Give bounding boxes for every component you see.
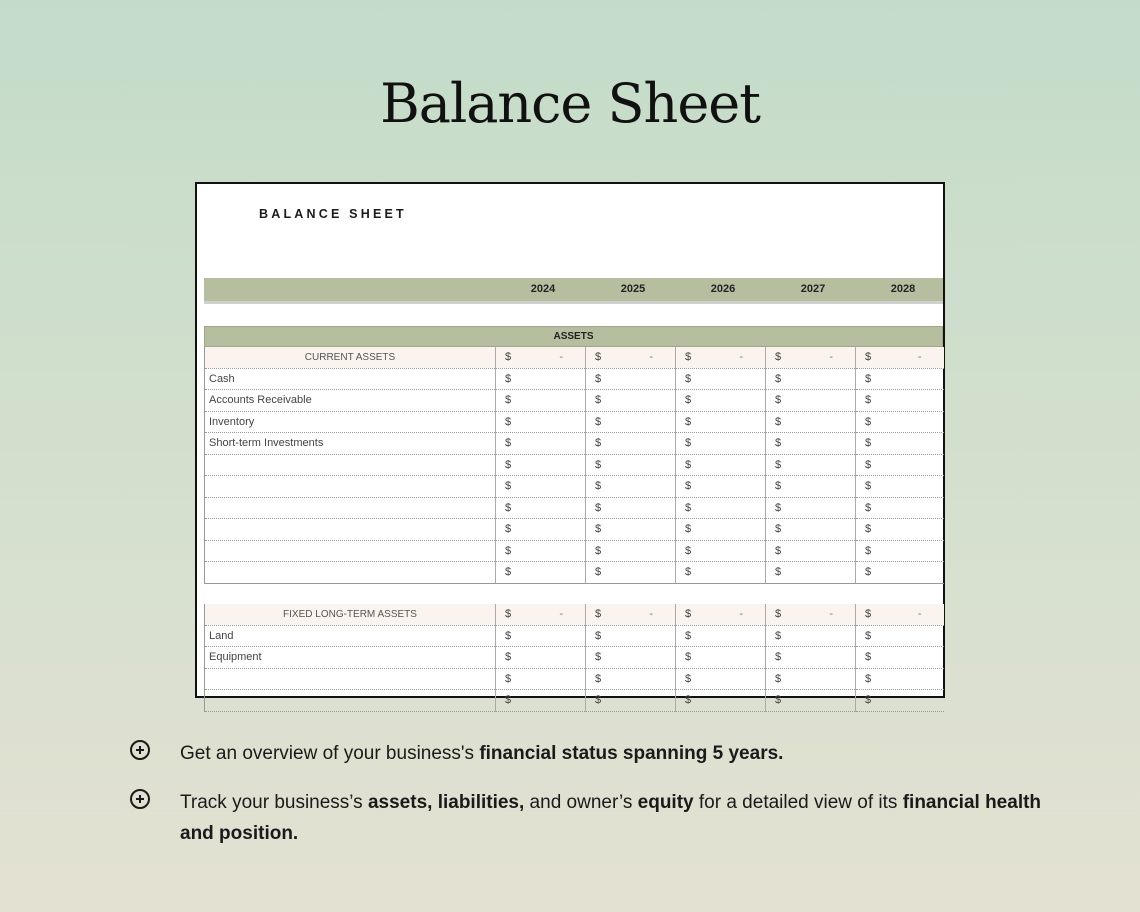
value-cell [496,690,586,712]
row-label: Cash [205,368,496,390]
currency-symbol: $ [505,629,512,642]
row-label [205,519,496,541]
total-cell [766,604,856,625]
row-label [205,668,496,690]
year-2026: 2026 [710,283,736,295]
zero-value: - [649,608,653,620]
zero-value: - [649,351,653,363]
value-cell [766,476,856,498]
value-cell [676,390,766,412]
current-assets-table [204,347,944,584]
value-cell [676,625,766,647]
table-row [205,690,944,712]
currency-symbol: $ [775,458,782,471]
currency-symbol: $ [775,608,782,620]
year-2027: 2027 [800,283,826,295]
section-header-label: CURRENT ASSETS [205,347,496,368]
value-cell [856,454,944,476]
currency-symbol: $ [595,694,602,706]
value-cell [496,647,586,669]
row-label [205,690,496,712]
currency-symbol: $ [685,608,692,620]
value-cell [586,519,676,541]
value-cell [766,647,856,669]
currency-symbol: $ [775,629,782,642]
total-cell [856,604,944,625]
year-header-band [204,278,943,304]
total-cell [586,347,676,368]
table-row [205,647,944,669]
value-cell [766,454,856,476]
bullet-fragment: and owner’s [524,792,638,813]
year-2028: 2028 [890,283,916,295]
value-cell [496,519,586,541]
currency-symbol: $ [685,372,692,385]
value-cell [766,497,856,519]
assets-band: ASSETS [204,326,943,347]
sheet-heading: BALANCE SHEET [259,207,407,221]
currency-symbol: $ [595,651,602,663]
section-header-row [205,604,944,625]
currency-symbol: $ [775,523,782,535]
value-cell [766,411,856,433]
value-cell [586,390,676,412]
table-row [205,625,944,647]
total-cell [586,604,676,625]
value-cell [586,454,676,476]
currency-symbol: $ [775,566,782,578]
currency-symbol: $ [595,372,602,385]
bullet-fragment: Get an overview of your business's [180,743,480,764]
row-label: Equipment [205,647,496,669]
value-cell [856,625,944,647]
currency-symbol: $ [775,672,782,685]
currency-symbol: $ [685,651,692,663]
currency-symbol: $ [595,501,602,514]
value-cell [766,519,856,541]
currency-symbol: $ [505,480,512,492]
value-cell [586,647,676,669]
total-cell [496,604,586,625]
table-row [205,390,944,412]
value-cell [676,540,766,562]
currency-symbol: $ [685,629,692,642]
currency-symbol: $ [865,566,872,578]
value-cell [856,668,944,690]
value-cell [856,562,944,584]
value-cell [676,497,766,519]
total-cell [766,347,856,368]
currency-symbol: $ [865,394,872,406]
zero-value: - [917,351,922,363]
value-cell [766,540,856,562]
bullet-fragment: Track your business’s [180,792,368,813]
currency-symbol: $ [595,544,602,557]
currency-symbol: $ [865,351,872,363]
page-title: Balance Sheet [380,72,760,135]
currency-symbol: $ [685,544,692,557]
row-label [205,454,496,476]
currency-symbol: $ [865,501,872,514]
currency-symbol: $ [775,372,782,385]
currency-symbol: $ [595,672,602,685]
value-cell [586,540,676,562]
bullet-emphasis: financial status spanning 5 years. [479,743,784,764]
currency-symbol: $ [865,415,872,428]
value-cell [496,497,586,519]
value-cell [676,690,766,712]
currency-symbol: $ [595,437,602,449]
currency-symbol: $ [505,372,512,385]
currency-symbol: $ [505,672,512,685]
row-label [205,476,496,498]
currency-symbol: $ [775,394,782,406]
currency-symbol: $ [865,480,872,492]
value-cell [856,411,944,433]
zero-value: - [917,608,922,620]
table-row [205,519,944,541]
row-label [205,497,496,519]
value-cell [766,368,856,390]
zero-value: - [739,351,743,363]
currency-symbol: $ [595,480,602,492]
currency-symbol: $ [775,351,782,363]
value-cell [766,390,856,412]
zero-value: - [739,608,743,620]
currency-symbol: $ [775,480,782,492]
year-2025: 2025 [620,283,646,295]
value-cell [586,625,676,647]
value-cell [766,433,856,455]
zero-value: - [559,608,563,620]
table-row [205,411,944,433]
value-cell [856,540,944,562]
value-cell [856,390,944,412]
value-cell [586,476,676,498]
currency-symbol: $ [505,458,512,471]
currency-symbol: $ [505,566,512,578]
total-cell [676,604,766,625]
currency-symbol: $ [505,394,512,406]
currency-symbol: $ [685,501,692,514]
currency-symbol: $ [865,694,872,706]
value-cell [676,433,766,455]
currency-symbol: $ [595,629,602,642]
bullet-emphasis: financial health and position. [180,792,1042,844]
value-cell [676,562,766,584]
currency-symbol: $ [505,437,512,449]
bullet-emphasis: equity [637,792,694,813]
currency-symbol: $ [865,372,872,385]
currency-symbol: $ [865,523,872,535]
currency-symbol: $ [595,566,602,578]
currency-symbol: $ [775,544,782,557]
value-cell [766,668,856,690]
bullet-emphasis: assets, liabilities, [367,792,525,813]
currency-symbol: $ [505,608,512,620]
table-row [205,476,944,498]
value-cell [856,368,944,390]
value-cell [676,476,766,498]
fixed-assets-table [204,604,944,712]
value-cell [496,476,586,498]
value-cell [586,562,676,584]
value-cell [676,519,766,541]
currency-symbol: $ [685,672,692,685]
currency-symbol: $ [865,608,872,620]
currency-symbol: $ [505,501,512,514]
currency-symbol: $ [685,694,692,706]
value-cell [676,668,766,690]
row-label: Land [205,625,496,647]
total-cell [676,347,766,368]
value-cell [496,562,586,584]
value-cell [856,476,944,498]
spreadsheet-preview [195,182,945,706]
value-cell [496,411,586,433]
currency-symbol: $ [775,415,782,428]
currency-symbol: $ [775,651,782,663]
currency-symbol: $ [865,672,872,685]
value-cell [586,368,676,390]
currency-symbol: $ [865,651,872,663]
value-cell [766,690,856,712]
currency-symbol: $ [595,523,602,535]
currency-symbol: $ [595,415,602,428]
value-cell [856,647,944,669]
value-cell [766,625,856,647]
table-row [205,668,944,690]
currency-symbol: $ [685,523,692,535]
bullet-text [180,738,1080,769]
year-2024: 2024 [530,283,556,295]
row-label: Short-term Investments [205,433,496,455]
value-cell [676,368,766,390]
table-row [205,368,944,390]
section-header-row [205,347,944,368]
bullet-fragment: for a detailed view of its [693,792,903,813]
currency-symbol: $ [595,608,602,620]
currency-symbol: $ [865,544,872,557]
currency-symbol: $ [685,566,692,578]
zero-value: - [559,351,563,363]
currency-symbol: $ [685,458,692,471]
value-cell [676,454,766,476]
value-cell [586,497,676,519]
bullet-text [180,787,1080,849]
value-cell [856,519,944,541]
table-row [205,433,944,455]
value-cell [496,368,586,390]
zero-value: - [829,351,833,363]
currency-symbol: $ [685,480,692,492]
value-cell [496,540,586,562]
value-cell [856,433,944,455]
currency-symbol: $ [505,415,512,428]
currency-symbol: $ [685,437,692,449]
currency-symbol: $ [775,694,782,706]
value-cell [496,433,586,455]
value-cell [856,497,944,519]
currency-symbol: $ [865,437,872,449]
currency-symbol: $ [505,523,512,535]
currency-symbol: $ [595,351,602,363]
zero-value: - [829,608,833,620]
row-label [205,540,496,562]
table-row [205,562,944,584]
value-cell [496,454,586,476]
table-row [205,454,944,476]
currency-symbol: $ [865,458,872,471]
currency-symbol: $ [505,651,512,663]
currency-symbol: $ [865,629,872,642]
value-cell [586,690,676,712]
currency-symbol: $ [775,501,782,514]
currency-symbol: $ [685,394,692,406]
row-label [205,562,496,584]
value-cell [856,690,944,712]
currency-symbol: $ [505,694,512,706]
total-cell [496,347,586,368]
value-cell [496,390,586,412]
table-row [205,497,944,519]
value-cell [496,625,586,647]
row-label: Accounts Receivable [205,390,496,412]
currency-symbol: $ [775,437,782,449]
total-cell [856,347,944,368]
currency-symbol: $ [595,458,602,471]
currency-symbol: $ [505,544,512,557]
value-cell [676,647,766,669]
plus-circle-icon [130,789,150,809]
section-header-label: FIXED LONG-TERM ASSETS [205,604,496,625]
table-row [205,540,944,562]
row-label: Inventory [205,411,496,433]
value-cell [586,411,676,433]
currency-symbol: $ [505,351,512,363]
currency-symbol: $ [685,415,692,428]
value-cell [586,433,676,455]
value-cell [676,411,766,433]
value-cell [766,562,856,584]
value-cell [586,668,676,690]
currency-symbol: $ [595,394,602,406]
value-cell [496,668,586,690]
currency-symbol: $ [685,351,692,363]
plus-circle-icon [130,740,150,760]
